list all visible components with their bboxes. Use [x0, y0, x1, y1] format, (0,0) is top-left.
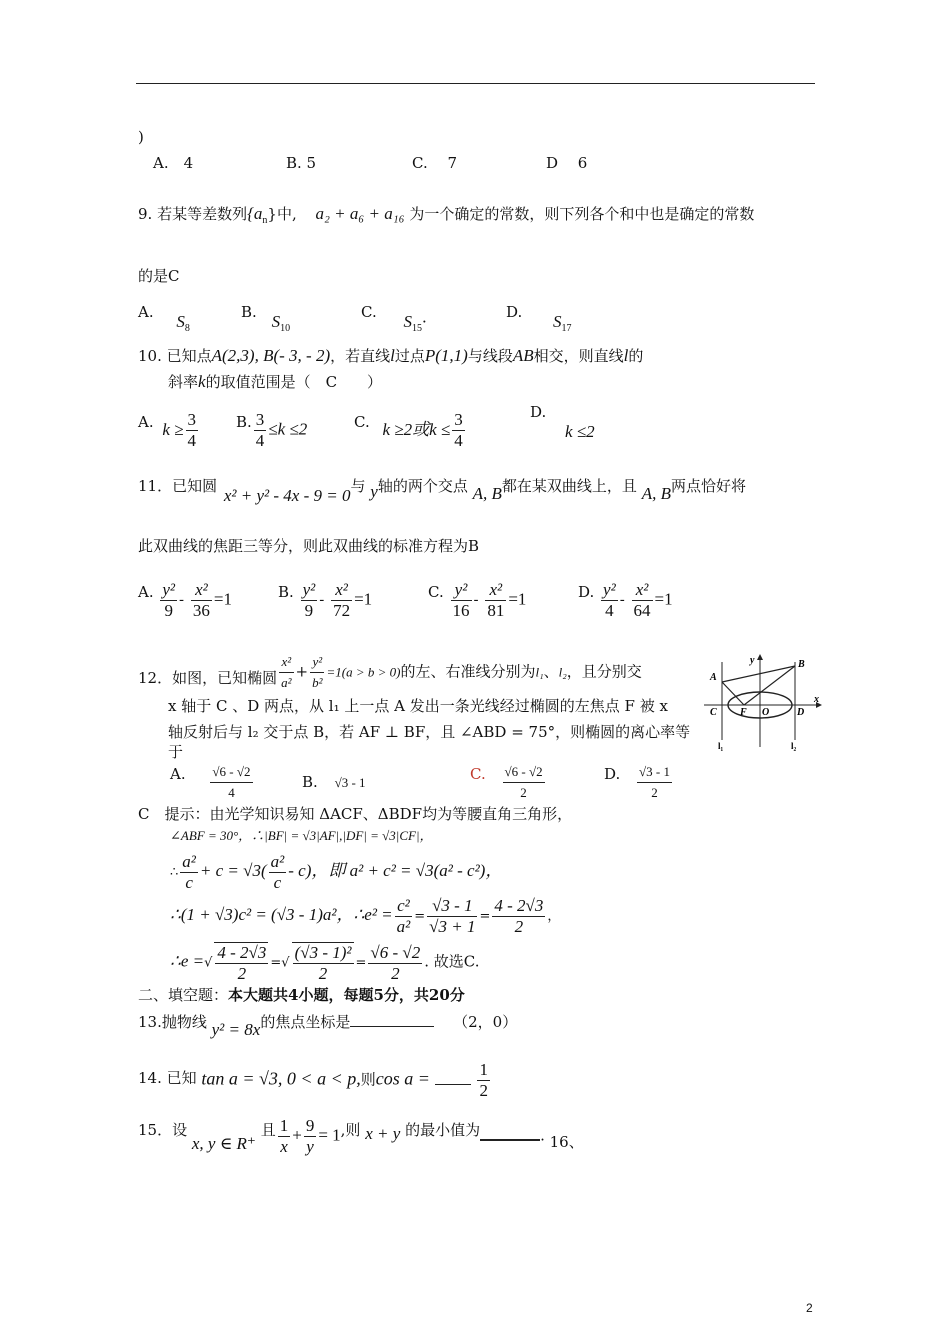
figure-label-o: O — [762, 707, 770, 718]
figure-y-arrow — [757, 654, 763, 660]
q9-line2: 的是C — [138, 267, 180, 285]
q9-option-b: B. $S_{10}$ — [241, 303, 291, 334]
q9-expr: a₂ + a₆ + a₁₆ — [315, 204, 405, 223]
q12-option-c: C. $\frac{√6 - √2}{2}$ — [470, 764, 543, 800]
ellipse-figure — [702, 652, 824, 752]
q14-answer-blank — [435, 1070, 471, 1085]
q13-answer-blank — [350, 1012, 434, 1027]
q9-option-d: D. $S_{17}$ — [506, 303, 572, 334]
q11-option-d: D. $\frac{\text{y²}}{4}$ - $\frac{\text{x²}}{64}$ =1 — [578, 580, 673, 620]
figure-label-f: F — [740, 707, 747, 718]
q9-option-c: C. $S_{15}\cdot$ — [361, 303, 427, 334]
q9-option-a: A. $S_8$ — [138, 303, 190, 334]
q15-line: 15．设 x, y ∈ R⁺ 且 $\frac{1}{x}$ + $\frac{9}{y}$ = 1,则 x + y 的最小值为 . 16、 — [138, 1116, 584, 1156]
q13-line: 13.抛物线 y² = 8x的焦点坐标是 （2，0） — [138, 1013, 518, 1039]
continuation-paren: ) — [138, 128, 144, 146]
hint-line4: ∴(1 + √3)c² = (√3 - 1)a²，∴e² = $\frac{\text{c²}}{\text{a²}}$ = $\frac{√3 - 1}{√3 + 1}$ = $\frac{4 - 2√3}{2}$ ， — [170, 896, 561, 936]
q12-line1: 12．如图，已知椭圆 $\frac{\text{x²}}{\text{a²}}$ + $\frac{\text{y²}}{\text{b²}}$ =1(a > b > 0)的左、右准线分别为l₁、l₂，且分别交 — [138, 654, 642, 690]
q11-option-b: B. $\frac{\text{y²}}{9}$ - $\frac{\text{x²}}{72}$ =1 — [278, 580, 373, 620]
q8-option-a: A. 4 — [153, 154, 194, 172]
figure-label-l2: l₂ — [791, 741, 797, 751]
hint-line5: ∴e =√ $\frac{4 - 2√3}{2}$ =√ $\frac{\text{(√3 - 1)²}}{2}$ = $\frac{√6 - √2}{2}$ . 故选C. — [170, 942, 480, 983]
q12-option-d: D. $\frac{√3 - 1}{2}$ — [604, 764, 671, 800]
q9-line1 — [138, 204, 754, 231]
q8-option-d: D 6 — [546, 154, 588, 172]
page-number: 2 — [806, 1301, 813, 1315]
q10-option-c: C. k ≥2或k ≤ $\frac{3}{4}$ — [354, 410, 463, 450]
hint-line1: C 提示：由光学知识易知 ΔACF、ΔBDF均为等腰直角三角形， — [138, 805, 573, 823]
figure-label-y: y — [750, 655, 755, 666]
q12-option-a: A. $\frac{√6 - √2}{4}$ — [170, 764, 251, 800]
q9-number: 9. — [138, 205, 153, 223]
figure-label-d: D — [797, 707, 805, 718]
figure-label-l1: l₁ — [718, 741, 724, 751]
q11-line1: 11．已知圆 x² + y² - 4x - 9 = 0与 y轴的两个交点 A, B都在某双曲线上，且 A, B两点恰好将 — [138, 477, 746, 505]
figure-label-x: x — [814, 694, 819, 705]
q10-option-d: D. k ≤2 — [530, 403, 595, 441]
q10-line2: 斜率k的取值范围是（ C ） — [168, 372, 383, 391]
figure-label-c: C — [710, 707, 717, 718]
q9-text3: 为一个确定的常数，则下列各个和中也是确定的常数 — [409, 205, 755, 223]
q8-option-c: C. 7 — [412, 154, 458, 172]
figure-label-b: B — [798, 659, 805, 670]
q12-line3: 轴反射后与 l₂ 交于点 B，若 AF ⊥ BF，且 ∠ABD = 75°，则椭圆的离心率等 — [168, 723, 691, 741]
q9-text2: }中, — [267, 205, 297, 223]
header-rule — [136, 83, 815, 84]
q11-line2: 此双曲线的焦距三等分，则此双曲线的标准方程为B — [138, 537, 480, 555]
q11-option-c: C. $\frac{\text{y²}}{16}$ - $\frac{\text{x²}}{81}$ =1 — [428, 580, 527, 620]
q12-line4: 于 — [168, 743, 184, 761]
q9-seq: {$a_n$ — [247, 204, 268, 226]
figure-ray-af — [722, 682, 744, 705]
q11-option-a: A. $\frac{\text{y²}}{9}$ - $\frac{\text{x²}}{36}$ =1 — [138, 580, 232, 620]
q8-option-b: B. 5 — [286, 154, 317, 172]
q9-text1: 若某等差数列 — [157, 205, 248, 223]
q10-line1: 10. 已知点A(2,3), B(- 3, - 2)，若直线l过点P(1,1)与线段AB相交，则直线l的 — [138, 346, 644, 365]
q15-answer-blank — [480, 1125, 540, 1141]
q10-option-b: B. $\frac{3}{4}$ ≤k ≤2 — [236, 410, 308, 450]
q12-line2: x 轴于 C 、D 两点，从 l₁ 上一点 A 发出一条光线经过椭圆的左焦点 F 被 x — [168, 697, 668, 715]
section2-heading: 二、填空题：本大题共4小题，每题5分，共20分 — [138, 986, 465, 1004]
hint-line2: ∠ABF = 30°，∴|BF| = √3|AF|,|DF| = √3|CF|， — [170, 828, 433, 843]
q12-option-b: B. √3 - 1 — [302, 773, 366, 791]
q10-option-a: A. k ≥ $\frac{3}{4}$ — [138, 410, 197, 450]
hint-line3: ∴ $\frac{\text{a²}}{c}$ + c = √3( $\frac{\text{a²}}{c}$ - c)，即 a² + c² = √3(a² - c²)， — [170, 852, 503, 892]
figure-label-a: A — [710, 672, 717, 683]
q14-line: 14. 已知 tan a = √3, 0 < a < p,则cos a = $\frac{1}{2}$ — [138, 1060, 488, 1100]
